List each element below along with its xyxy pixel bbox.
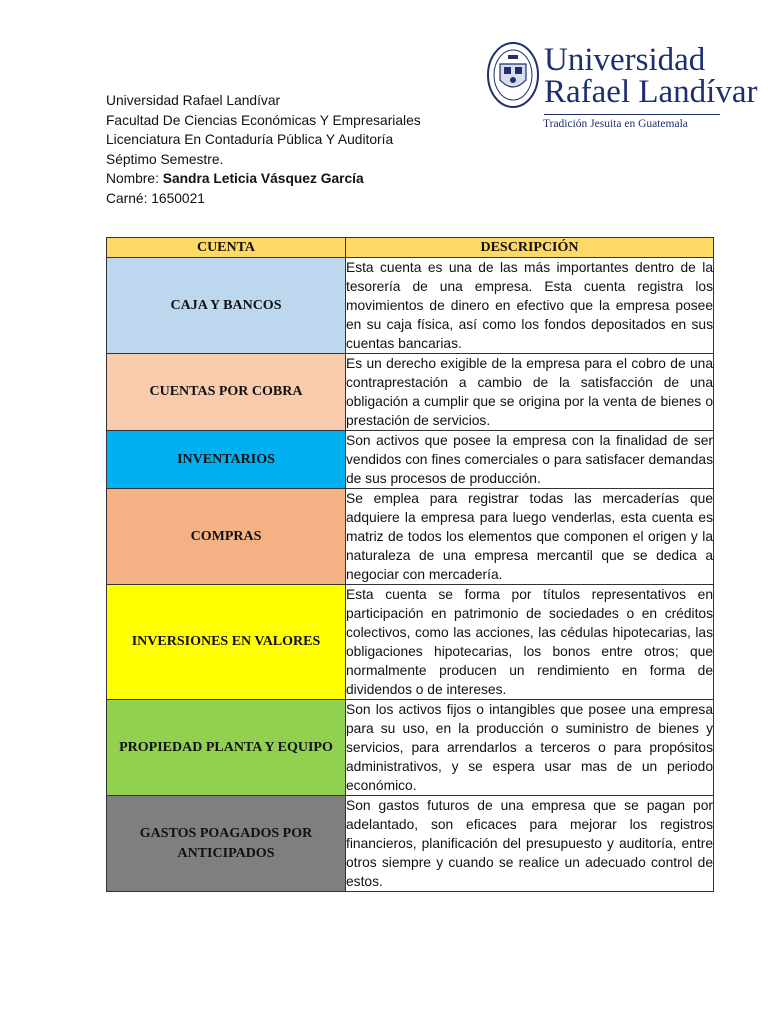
column-header-descripcion: DESCRIPCIÓN (346, 238, 714, 258)
student-name-line (106, 169, 421, 189)
account-name-cell: PROPIEDAD PLANTA Y EQUIPO (107, 700, 346, 796)
degree-name: Licenciatura En Contaduría Pública Y Auditoría (106, 132, 394, 148)
accounts-table (106, 237, 714, 892)
university-logo (486, 40, 758, 135)
account-description-cell: Son los activos fijos o intangibles que posee una empresa para su uso, en la producción o suministro de bienes y servicios, para arrendarlos a terceros o para propósitos administrativos, y se espera usar mas de un periodo económico. (346, 700, 714, 796)
logo-line-2: Rafael Landívar (544, 74, 758, 110)
table-header-row (107, 238, 714, 258)
account-name-cell: GASTOS POAGADOS POR ANTICIPADOS (107, 796, 346, 892)
account-name-cell: INVENTARIOS (107, 431, 346, 489)
table-row (107, 796, 714, 892)
faculty-name: Facultad De Ciencias Económicas Y Empresariales (106, 112, 421, 128)
table-row (107, 431, 714, 489)
account-name-cell: COMPRAS (107, 489, 346, 585)
account-name-cell: CAJA Y BANCOS (107, 258, 346, 354)
account-description-cell: Son gastos futuros de una empresa que se pagan por adelantado, son eficaces para mejorar los registros financieros, planificación del presupuesto y auditoría, entre otros siempre y cuando se realice un adecuado control de estos. (346, 796, 714, 892)
university-name: Universidad Rafael Landívar (106, 93, 281, 108)
account-description-cell: Esta cuenta es una de las más importantes dentro de la tesorería de una empresa. Esta cuenta registra los movimientos de dinero en efectivo que la empresa posee en su caja física, así como los fondos depositados en sus cuentas bancarias. (346, 258, 714, 354)
account-description-cell: Son activos que posee la empresa con la finalidad de ser vendidos con fines comerciales o para satisfacer demandas de sus procesos de producción. (346, 431, 714, 489)
account-name-cell: CUENTAS POR COBRA (107, 354, 346, 431)
semester: Séptimo Semestre. (106, 151, 224, 167)
account-description-cell: Es un derecho exigible de la empresa para el cobro de una contraprestación a cambio de la satisfacción de una obligación a cumplir que se origina por la venta de bienes o prestación de servicios. (346, 354, 714, 431)
table-row (107, 258, 714, 354)
account-name-cell: INVERSIONES EN VALORES (107, 585, 346, 700)
logo-tagline: Tradición Jesuita en Guatemala (543, 118, 688, 130)
student-id: Carné: 1650021 (106, 190, 205, 206)
table-row (107, 489, 714, 585)
table-row (107, 700, 714, 796)
logo-divider (544, 114, 720, 115)
student-name: Sandra Leticia Vásquez García (162, 171, 364, 187)
account-description-cell: Esta cuenta se forma por títulos representativos en participación en patrimonio de sociedades o en créditos colectivos, como las acciones, las cédulas hipotecarias, las obligaciones hipotecarias, los bonos entre otros; que normalmente producen un rendimiento en forma de dividendos o de intereses. (346, 585, 714, 700)
table-row (107, 585, 714, 700)
document-header (106, 91, 421, 209)
table-row (107, 354, 714, 431)
name-label: Nombre: (106, 171, 163, 187)
account-description-cell: Se emplea para registrar todas las mercaderías que adquiere la empresa para luego venderlas, esta cuenta es matriz de todos los elementos que componen el origen y la naturaleza de una empresa mercantil que se dedica a negociar con mercadería. (346, 489, 714, 585)
university-seal-icon (486, 40, 540, 110)
column-header-cuenta: CUENTA (107, 238, 346, 258)
logo-line-1: Universidad (544, 42, 706, 78)
